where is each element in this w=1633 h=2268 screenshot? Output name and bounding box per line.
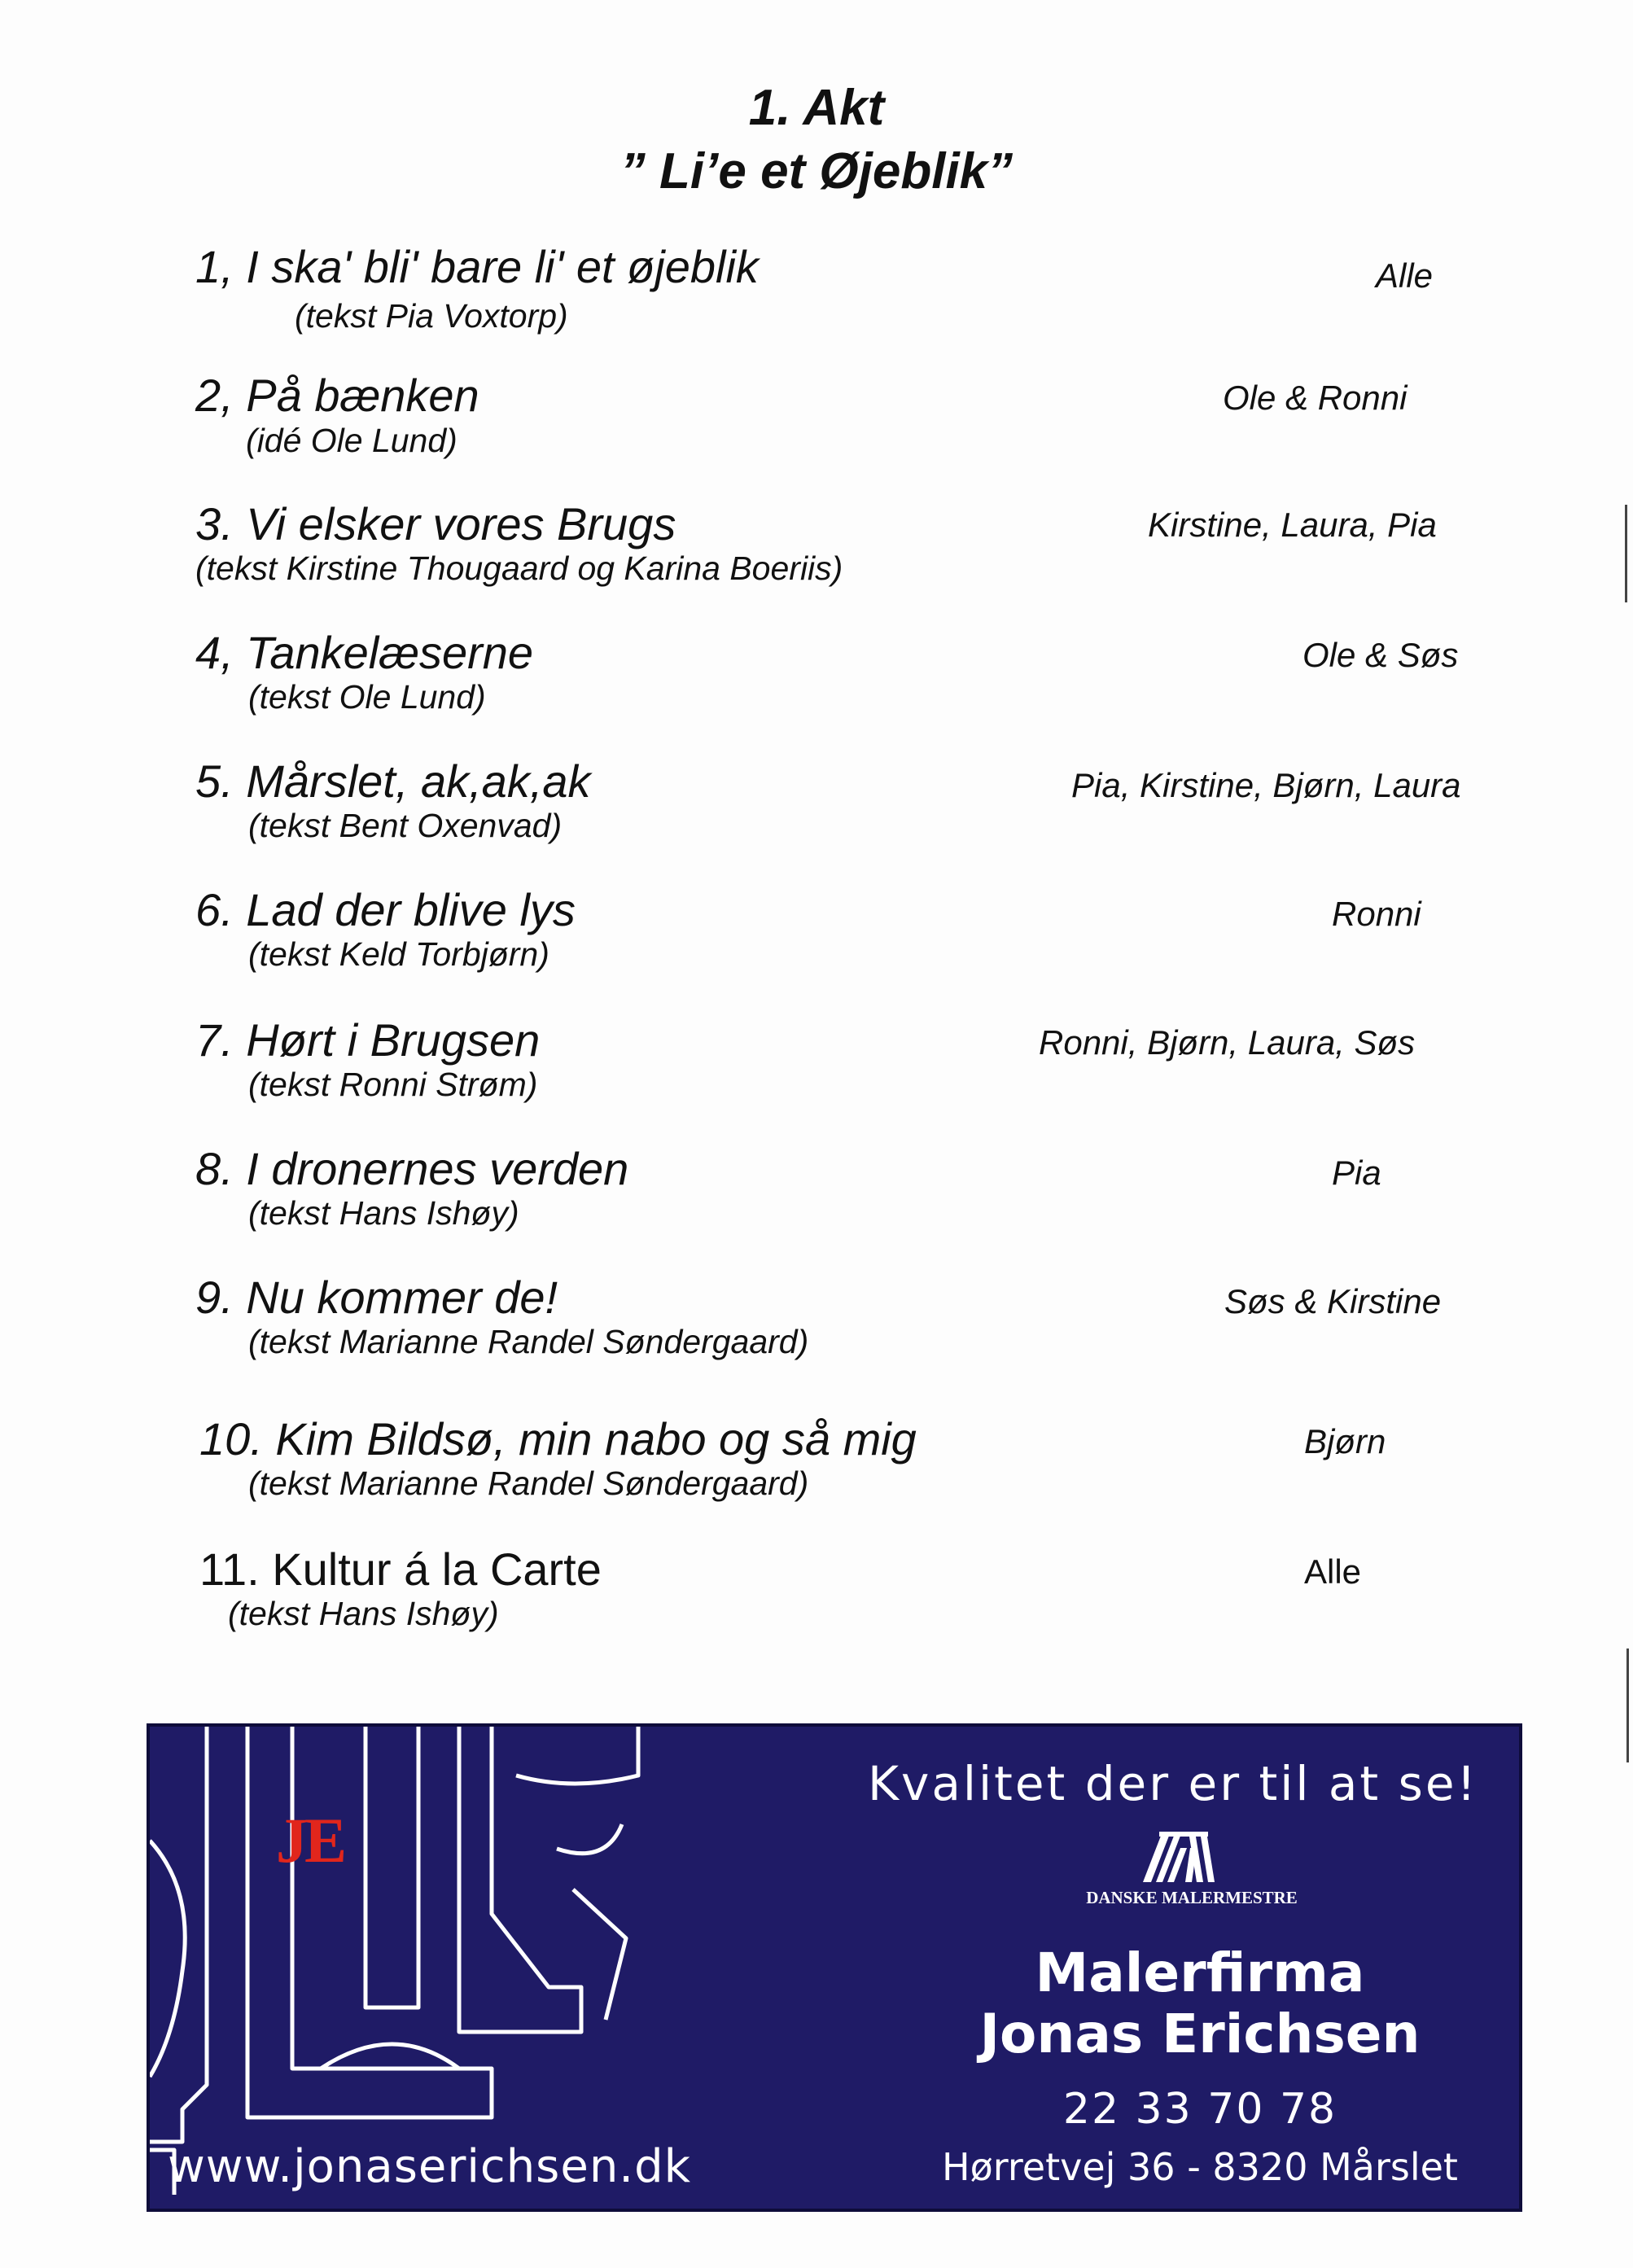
song-title: 1, I ska' bli' bare li' et øjeblik [195, 241, 759, 292]
company-address: Hørretvej 36 - 8320 Mårslet [942, 2145, 1458, 2189]
song-item [0, 884, 1633, 1001]
song-title: 2, På bænken [195, 370, 479, 421]
song-credit: (tekst Ronni Strøm) [248, 1066, 538, 1103]
song-credit: (tekst Keld Torbjørn) [248, 935, 549, 973]
song-credit: (tekst Bent Oxenvad) [248, 807, 563, 844]
song-performers: Ole & Søs [1302, 636, 1459, 674]
show-title: ” Li’e et Øjeblik” [619, 143, 1014, 199]
song-credit: (tekst Kirstine Thougaard og Karina Boeriis) [195, 549, 843, 587]
song-item [0, 1014, 1633, 1132]
song-credit: (tekst Marianne Randel Søndergaard) [248, 1323, 809, 1360]
song-title: 8. I dronernes verden [195, 1143, 629, 1194]
song-item [0, 1543, 1633, 1661]
ad-slogan: Kvalitet der er til at se! [868, 1756, 1478, 1811]
song-performers: Bjørn [1304, 1422, 1386, 1460]
song-performers: Pia [1332, 1154, 1381, 1192]
act-heading: 1. Akt [748, 80, 885, 136]
song-title: 11. Kultur á la Carte [199, 1543, 602, 1595]
je-outline-graphic [150, 1727, 866, 2212]
song-title: 5. Mårslet, ak,ak,ak [195, 755, 591, 807]
song-item [0, 498, 1633, 615]
song-item [0, 241, 1633, 358]
song-title: 9. Nu kommer de! [195, 1272, 558, 1323]
company-phone: 22 33 70 78 [1062, 2085, 1337, 2134]
song-performers: Alle [1304, 1552, 1362, 1591]
song-item [0, 1143, 1633, 1260]
association-name: DANSKE MALERMESTRE [1086, 1888, 1298, 1907]
song-performers: Ole & Ronni [1223, 379, 1408, 417]
je-logo: JE [276, 1805, 344, 1876]
song-credit: (tekst Hans Ishøy) [228, 1595, 499, 1632]
song-credit: (tekst Pia Voxtorp) [295, 297, 568, 335]
song-performers: Pia, Kirstine, Bjørn, Laura [1071, 766, 1461, 804]
malermestre-logo-icon [1143, 1830, 1216, 1884]
song-credit: (tekst Hans Ishøy) [248, 1194, 519, 1232]
song-performers: Kirstine, Laura, Pia [1148, 506, 1437, 544]
song-item [0, 370, 1633, 487]
song-item [0, 1272, 1633, 1389]
song-credit: (tekst Marianne Randel Søndergaard) [248, 1465, 809, 1502]
song-title: 3. Vi elsker vores Brugs [195, 498, 676, 549]
song-performers: Ronni, Bjørn, Laura, Søs [1039, 1023, 1416, 1062]
song-item [0, 627, 1633, 744]
company-name-line2: Jonas Erichsen [979, 2003, 1421, 2065]
song-item [0, 755, 1633, 873]
song-title: 4, Tankelæserne [195, 627, 534, 678]
scan-edge-mark [1626, 1648, 1629, 1762]
song-performers: Alle [1376, 256, 1434, 295]
song-title: 7. Hørt i Brugsen [195, 1014, 541, 1066]
song-title: 10. Kim Bildsø, min nabo og så mig [199, 1413, 917, 1465]
song-performers: Søs & Kirstine [1224, 1282, 1442, 1320]
song-item [0, 1413, 1633, 1530]
company-name-line1: Malerfirma [1035, 1942, 1365, 2004]
song-title: 6. Lad der blive lys [195, 884, 576, 935]
song-credit: (tekst Ole Lund) [248, 678, 486, 716]
company-website: www.jonaserichsen.dk [168, 2140, 692, 2193]
song-credit: (idé Ole Lund) [246, 422, 458, 459]
song-performers: Ronni [1332, 895, 1421, 933]
scan-edge-mark [1625, 505, 1627, 602]
advertisement-banner [147, 1723, 1522, 2212]
